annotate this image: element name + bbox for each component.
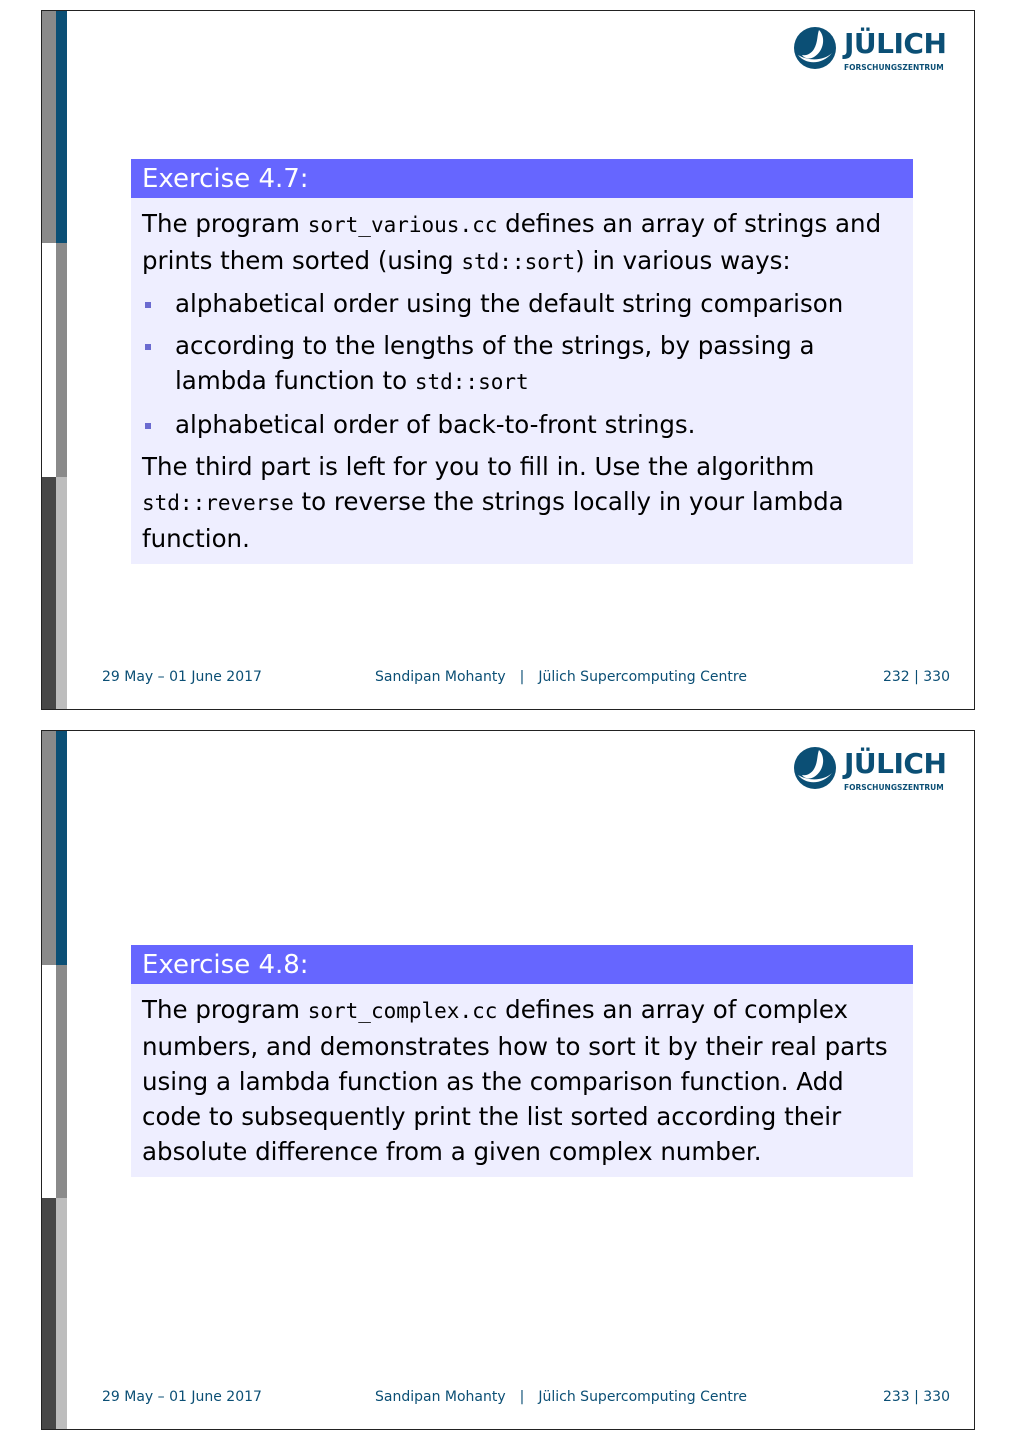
logo-wordmark: JÜLICH [844,27,947,60]
exercise-body [131,984,913,1177]
bullet-text: alphabetical order of back-to-front strings. [175,410,696,439]
sidebar-white-mid [42,243,56,477]
footer-separator: | [519,669,525,685]
sidebar-light-bottom [56,477,67,710]
code-std-reverse: std::reverse [142,491,294,515]
sidebar-gray-top [42,11,56,243]
bullet-item [142,286,901,321]
sidebar-white-mid [42,965,56,1198]
exercise-intro [142,206,901,280]
juelich-logo [792,25,952,73]
bullet-list [142,286,901,442]
exercise-title: Exercise 4.8: [131,945,913,984]
exercise-block [131,159,913,564]
footer-date: 29 May – 01 June 2017 [102,669,262,685]
logo-wordmark: JÜLICH [844,747,947,780]
footer-center [375,669,747,685]
exercise-text [142,992,901,1169]
body-text-1: The program [142,995,308,1024]
footer-date: 29 May – 01 June 2017 [102,1389,262,1405]
slide-232 [41,10,975,710]
footer-org: Jülich Supercomputing Centre [538,669,747,685]
footer-org: Jülich Supercomputing Centre [538,1389,747,1405]
footer-page-number: 233 | 330 [882,1389,950,1405]
footer-separator: | [519,1389,525,1405]
code-filename: sort_various.cc [307,213,498,237]
body-text-2: defines an array of complex numbers, and demonstrates how to sort it by their real parts using a lambda function as the comparison function. Add code to subsequently print the list sorted according their absolute difference from a given complex number. [142,995,888,1166]
exercise-title: Exercise 4.7: [131,159,913,198]
intro-text-3: ) in various ways: [575,246,791,275]
sidebar-dark-bottom [42,477,56,710]
bullet-text: according to the lengths of the strings, by passing a lambda function to [175,331,815,395]
outro-text-1: The third part is left for you to fill in. Use the algorithm [142,452,815,481]
exercise-block [131,945,913,1177]
slide-footer [102,669,950,687]
slide-233 [41,730,975,1430]
intro-text-1: The program [142,209,308,238]
juelich-logo [792,745,952,793]
juelich-logo-icon [792,745,838,791]
footer-author: Sandipan Mohanty [375,1389,506,1405]
code-std-sort: std::sort [414,370,529,394]
sidebar-dark-bottom [42,1198,56,1430]
sidebar-blue-top [56,731,67,965]
bullet-item [142,328,901,400]
sidebar-blue-top [56,11,67,243]
sidebar-gray-top [42,731,56,965]
logo-subtitle: FORSCHUNGSZENTRUM [844,783,944,792]
logo-subtitle: FORSCHUNGSZENTRUM [844,63,944,72]
sidebar-light-bottom [56,1198,67,1430]
exercise-body [131,198,913,564]
footer-page-number: 232 | 330 [882,669,950,685]
slide-footer [102,1389,950,1407]
sidebar-gray-mid [56,965,67,1198]
juelich-logo-icon [792,25,838,71]
code-filename: sort_complex.cc [307,999,498,1023]
footer-center [375,1389,747,1405]
outro-text-2: to reverse the strings locally in your lambda function. [142,487,844,553]
intro-text-2: defines an array of strings and prints them sorted (using [142,209,882,275]
sidebar-gray-mid [56,243,67,477]
bullet-item [142,407,901,442]
bullet-text: alphabetical order using the default string comparison [175,289,844,318]
exercise-outro [142,449,901,556]
code-std-sort: std::sort [461,250,576,274]
footer-author: Sandipan Mohanty [375,669,506,685]
